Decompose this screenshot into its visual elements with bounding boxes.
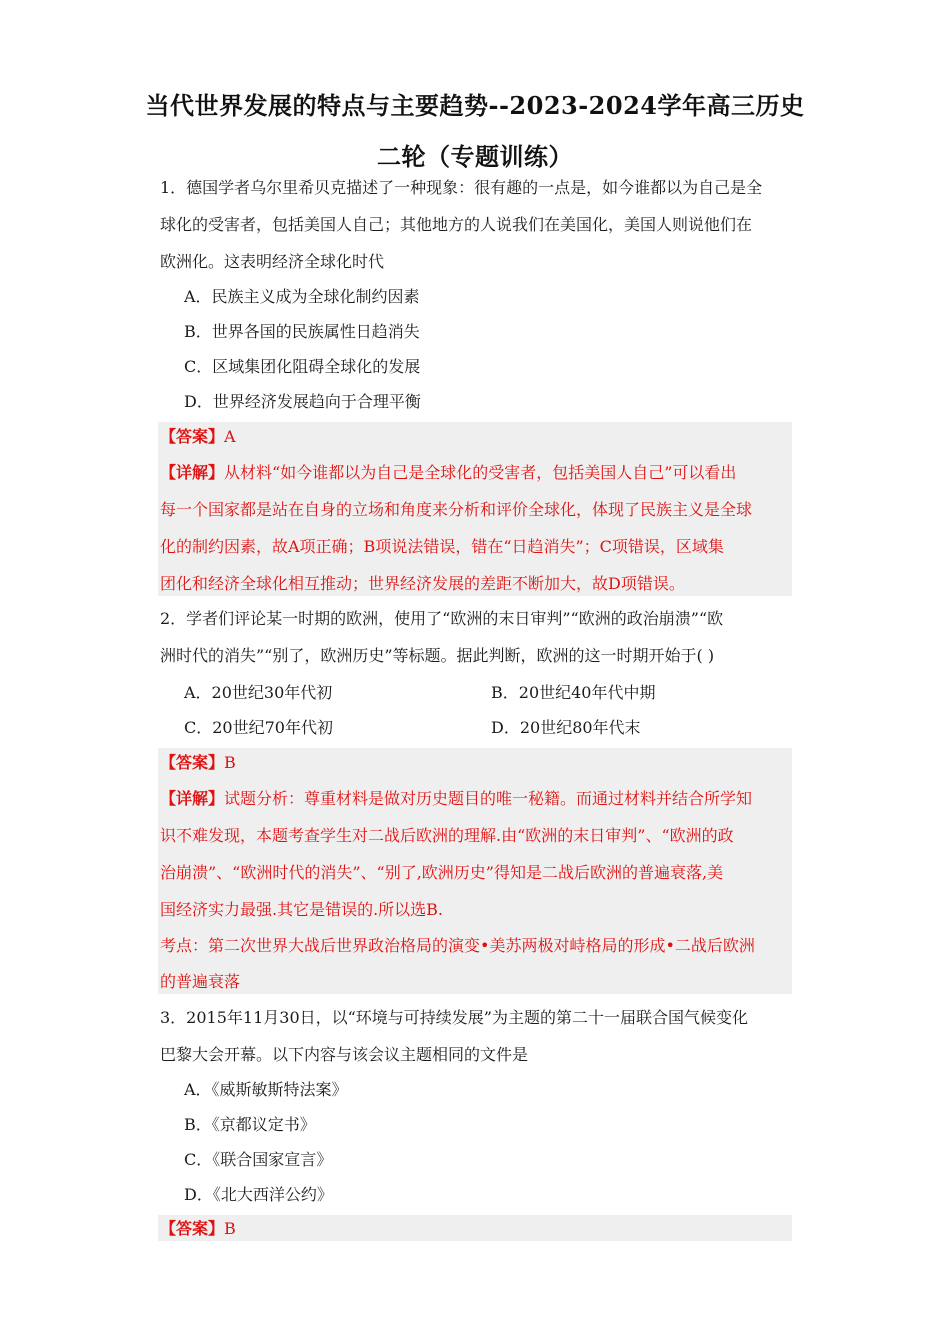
detail-text: 从材料“如今谁都以为自己是全球化的受害者，包括美国人自己”可以看出 xyxy=(224,463,737,482)
q1-option-a: A．民族主义成为全球化制约因素 xyxy=(184,287,420,306)
answer-value: A xyxy=(224,427,236,446)
q3-stem-line: 3．2015年11月30日，以“环境与可持续发展”为主题的第二十一届联合国气候变化 xyxy=(160,1008,748,1027)
document-title-line1: 当代世界发展的特点与主要趋势--2023-2024学年高三历史 xyxy=(145,91,805,120)
answer-value: B xyxy=(224,1219,236,1238)
q1-stem-line: 球化的受害者，包括美国人自己；其他地方的人说我们在美国化，美国人则说他们在 xyxy=(160,215,753,234)
q1-detail-line xyxy=(160,463,792,483)
q3-option-c: C．《联合国家宣言》 xyxy=(184,1150,333,1169)
q2-detail-line xyxy=(160,789,792,809)
q1-detail-line: 团化和经济全球化相互推动；世界经济发展的差距不断加大，故D项错误。 xyxy=(160,574,685,593)
q1-detail-line: 每一个国家都是站在自身的立场和角度来分析和评价全球化，体现了民族主义是全球 xyxy=(160,500,753,519)
q3-option-b: B．《京都议定书》 xyxy=(184,1115,316,1134)
answer-label: 【答案】 xyxy=(160,753,225,772)
q2-kaodian-line: 考点：第二次世界大战后世界政治格局的演变•美苏两极对峙格局的形成•二战后欧洲 xyxy=(160,936,755,955)
answer-value: B xyxy=(224,753,236,772)
q1-option-d: D．世界经济发展趋向于合理平衡 xyxy=(184,392,421,411)
q2-kaodian-line: 的普遍衰落 xyxy=(160,972,241,991)
q2-option-a: A．20世纪30年代初 xyxy=(184,683,333,702)
q1-answer xyxy=(160,427,792,447)
answer-label: 【答案】 xyxy=(160,427,225,446)
q3-option-d: D．《北大西洋公约》 xyxy=(184,1185,333,1204)
q2-stem-line: 洲时代的消失”“别了，欧洲历史”等标题。据此判断，欧洲的这一时期开始于( ) xyxy=(160,646,715,665)
q2-stem-line: 2．学者们评论某一时期的欧洲，使用了“欧洲的末日审判”“欧洲的政治崩溃”“欧 xyxy=(160,609,724,628)
detail-label: 【详解】 xyxy=(160,789,225,808)
q1-option-c: C．区域集团化阻碍全球化的发展 xyxy=(184,357,421,376)
q2-detail-line: 国经济实力最强.其它是错误的.所以选B. xyxy=(160,900,444,919)
q2-detail-line: 识不难发现，本题考查学生对二战后欧洲的理解.由“欧洲的末日审判”、“欧洲的政 xyxy=(160,826,734,845)
q1-option-b: B．世界各国的民族属性日趋消失 xyxy=(184,322,420,341)
q3-option-a: A．《威斯敏斯特法案》 xyxy=(184,1080,348,1099)
q2-answer xyxy=(160,753,792,773)
q2-option-b: B．20世纪40年代中期 xyxy=(491,683,656,702)
q2-option-c: C．20世纪70年代初 xyxy=(184,718,333,737)
q2-option-d: D．20世纪80年代末 xyxy=(491,718,641,737)
q1-stem-line: 1．德国学者乌尔里希贝克描述了一种现象：很有趣的一点是，如今谁都以为自己是全 xyxy=(160,178,763,197)
detail-label: 【详解】 xyxy=(160,463,225,482)
q1-stem-line: 欧洲化。这表明经济全球化时代 xyxy=(160,252,385,271)
document-title-line2: 二轮（专题训练） xyxy=(377,142,573,171)
q1-detail-line: 化的制约因素，故A项正确；B项说法错误，错在“日趋消失”；C项错误，区域集 xyxy=(160,537,724,556)
detail-text: 试题分析：尊重材料是做对历史题目的唯一秘籍。而通过材料并结合所学知 xyxy=(224,789,753,808)
q3-answer xyxy=(160,1219,792,1239)
q2-detail-line: 治崩溃”、“欧洲时代的消失”、“别了,欧洲历史”得知是二战后欧洲的普遍衰落,美 xyxy=(160,863,724,882)
q3-stem-line: 巴黎大会开幕。以下内容与该会议主题相同的文件是 xyxy=(160,1045,529,1064)
answer-label: 【答案】 xyxy=(160,1219,225,1238)
